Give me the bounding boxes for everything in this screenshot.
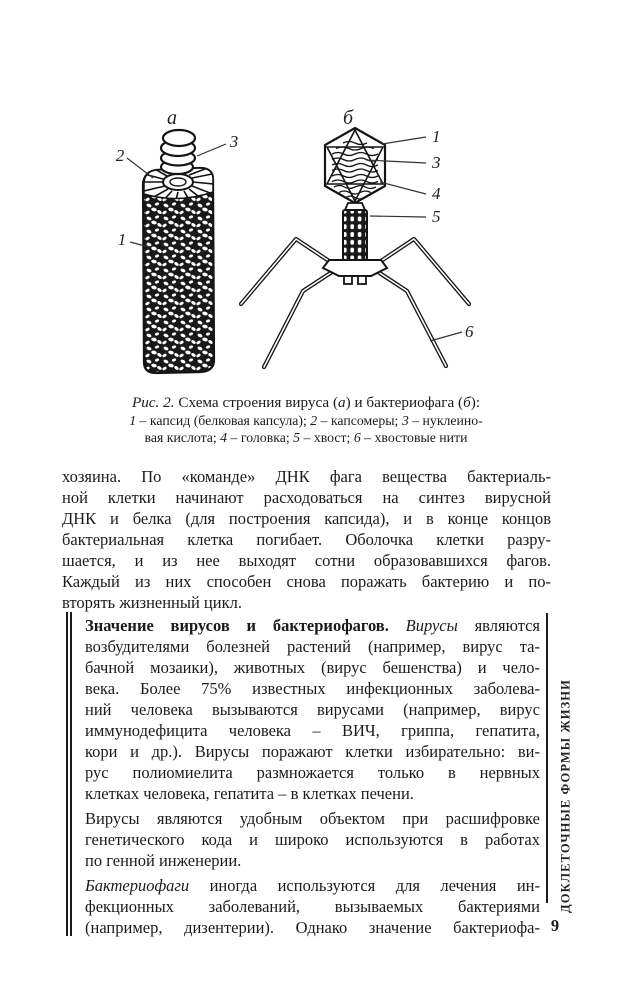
- phage-collar: [345, 203, 365, 210]
- phage-label-capsid: 1: [432, 127, 441, 146]
- phage-label-tail: 5: [432, 207, 441, 226]
- section-paragraph-lead-line: [85, 875, 540, 896]
- text-segment: – хвостовые нити: [360, 429, 468, 445]
- text-segment: – капсид (белковая капсула);: [136, 413, 311, 428]
- text-segment: Вирусы: [405, 616, 458, 635]
- section-paragraph: [85, 875, 540, 938]
- text-segment: Рис. 2.: [131, 394, 175, 411]
- text-segment: – головка;: [227, 429, 294, 445]
- text-line: ний человека вызываются вирусами (например, вирус: [85, 700, 540, 719]
- virus-leader-2: [127, 158, 153, 178]
- text-line: вторять жизненный цикл.: [62, 593, 242, 612]
- text-line: шается, и из нее выходят сотни образовавшихся фагов.: [62, 551, 551, 570]
- virus-diagram: [116, 107, 239, 373]
- text-segment: ) и бактериофага (: [345, 394, 464, 411]
- phage-base-plate: [323, 260, 387, 276]
- section-paragraph: [85, 615, 540, 804]
- text-segment: 2: [310, 413, 318, 428]
- text-segment: 6: [353, 429, 361, 445]
- text-line: Вирусы являются удобным объектом при расшифровке: [85, 809, 540, 828]
- phage-label-fibers: 6: [465, 322, 474, 341]
- section-heading-line: [85, 615, 540, 636]
- text-segment: – хвост;: [300, 429, 354, 445]
- phage-diagram-label-b: б: [342, 107, 354, 129]
- text-line: хозяина. По «команде» ДНК фага вещества бактериаль-: [62, 467, 551, 486]
- section-right-rule: [546, 613, 548, 903]
- bacteriophage-diagram: [241, 107, 474, 367]
- body-paragraph: [62, 466, 551, 613]
- text-segment: 1: [129, 413, 137, 428]
- text-segment: Бактериофаги: [85, 876, 190, 895]
- text-segment: вая кислота;: [144, 429, 221, 445]
- text-line: по генной инженерии.: [85, 851, 242, 870]
- text-segment: а: [338, 394, 346, 411]
- text-segment: [389, 616, 406, 635]
- phage-leader-1: [382, 137, 426, 144]
- virus-label-nucleic-acid: 3: [229, 132, 239, 151]
- phage-label-nucleic-acid: 3: [432, 153, 441, 172]
- virus-diagram-label-a: а: [167, 107, 177, 129]
- virus-nucleic-entry-ring-inner: [170, 178, 186, 186]
- text-segment: б: [463, 394, 471, 411]
- text-line: генетического кода и широко используются в работах: [85, 830, 540, 849]
- text-segment: 3: [401, 413, 409, 428]
- caption-legend-line: [62, 413, 550, 430]
- section-left-double-rule: [66, 612, 72, 936]
- figure-virus-and-bacteriophage: [60, 98, 520, 390]
- text-segment: Значение вирусов и бактериофагов.: [85, 616, 389, 635]
- text-line: бачной мозаики), животных (вирус бешенства) и чело-: [85, 658, 540, 677]
- virus-label-capsid: 1: [117, 230, 127, 249]
- section-significance-of-viruses: [85, 615, 540, 938]
- text-line: века. Более 75% известных инфекционных заболева-: [85, 679, 540, 698]
- caption-legend-line: [62, 430, 550, 447]
- sidebar-chapter-title: ДОКЛЕТОЧНЫЕ ФОРМЫ ЖИЗНИ: [558, 679, 573, 913]
- text-line: кори и др.). Вирусы поражают клетки избирательно: ви-: [85, 742, 540, 761]
- text-line: рус полиомиелита размножается только в нервных: [85, 763, 540, 782]
- caption-title-line: [62, 394, 550, 412]
- virus-label-capsomeres: 2: [115, 146, 125, 165]
- page-number: 9: [550, 916, 560, 935]
- text-line: (например, дизентерии). Однако значение бактериофа-: [85, 918, 540, 937]
- section-paragraph: [85, 808, 540, 871]
- figure-caption: [62, 394, 550, 446]
- text-segment: являются: [457, 616, 541, 635]
- phage-base-prong-left: [344, 276, 352, 284]
- phage-leader-5: [370, 216, 426, 217]
- text-line: фекционных заболеваний, вызываемых бактериями: [85, 897, 540, 916]
- text-segment: – нуклеино-: [408, 413, 483, 428]
- text-line: возбудителями болезней растений (например, вирус та-: [85, 637, 540, 656]
- phage-leader-6: [430, 332, 462, 341]
- virus-leader-3: [197, 144, 226, 156]
- phage-tail-sheath: [343, 210, 367, 260]
- text-line: Каждый из них способен снова поражать бактерию и по-: [62, 572, 551, 591]
- text-line: бактериальная клетка погибает. Оболочка клетки разру-: [62, 530, 551, 549]
- text-line: иммунодефицита человека – ВИЧ, гриппа, гепатита,: [85, 721, 540, 740]
- section-paragraph-lines: [85, 896, 540, 938]
- phage-label-head: 4: [432, 184, 441, 203]
- text-line: ДНК и белка (для построения капсида), и в конце концов: [62, 509, 551, 528]
- text-line: ной клетки начинают расходоваться на синтез вирусной: [62, 488, 551, 507]
- text-segment: 5: [293, 429, 301, 445]
- virus-nucleic-acid-spiral: [161, 130, 195, 174]
- text-line: клетках человека, гепатита – в клетках печени.: [85, 784, 414, 803]
- text-segment: – капсомеры;: [317, 413, 402, 428]
- text-segment: 4: [220, 429, 228, 445]
- phage-base-prong-right: [358, 276, 366, 284]
- text-segment: Схема строения вируса (: [174, 394, 338, 411]
- phage-leader-4: [380, 182, 426, 194]
- section-paragraph-lines: [85, 636, 540, 804]
- text-segment: иногда используются для лечения ин-: [189, 876, 540, 895]
- text-segment: ):: [470, 394, 481, 411]
